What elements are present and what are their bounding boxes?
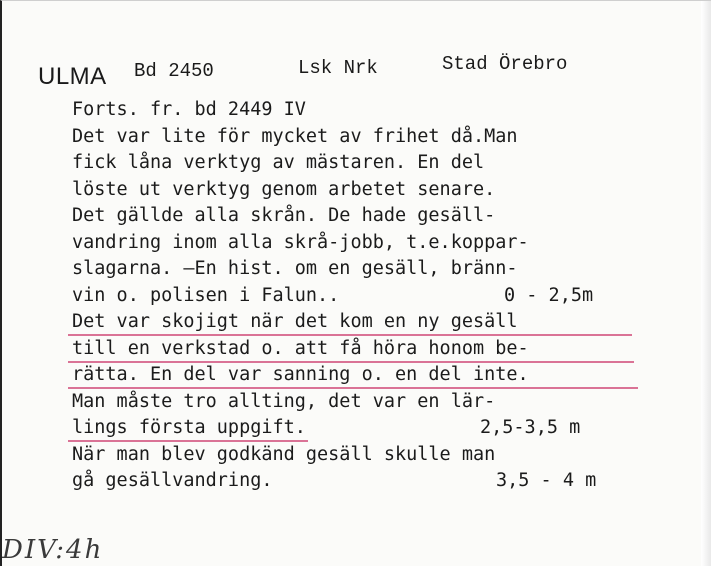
- line-text: till en verkstad o. att få höra honom be-: [72, 337, 529, 359]
- line-text: slagarna. —En hist. om en gesäll, bränn-: [72, 258, 518, 279]
- tape-position: 0 - 2,5m: [504, 284, 594, 306]
- line-text: vin o. polisen i Falun..: [72, 284, 340, 306]
- line-text: Det gällde alla skrån. De hade gesäll-: [72, 205, 496, 226]
- text-line-7: [72, 256, 702, 283]
- text-line-10: [72, 336, 702, 363]
- text-line-14: [72, 442, 702, 469]
- text-line-3: [72, 150, 702, 177]
- text-line-12: [72, 389, 702, 416]
- line-text: När man blev godkänd gesäll skulle man: [72, 443, 496, 465]
- line-text: Man måste tro allting, det var en lär-: [72, 390, 496, 412]
- line-text: Det var skojigt när det kom en ny gesäll: [72, 311, 518, 332]
- text-line-9: [72, 309, 702, 336]
- volume-number: Bd 2450: [134, 60, 214, 82]
- text-line-2: [72, 124, 702, 151]
- handwritten-margin-note: DIV:4h: [2, 535, 104, 565]
- text-line-11: [72, 362, 702, 389]
- archive-code: ULMA: [38, 63, 107, 90]
- text-line-13: [72, 415, 702, 442]
- line-text: löste ut verktyg genom arbetet senare.: [72, 178, 496, 200]
- line-text: lings första uppgift.: [72, 417, 306, 438]
- city-label: Stad Örebro: [442, 53, 568, 75]
- line-text: Forts. fr. bd 2449 IV: [72, 99, 306, 120]
- text-line-15: [72, 468, 702, 495]
- region-code: Lsk Nrk: [298, 57, 378, 79]
- card-header: [2, 51, 711, 91]
- tape-position: 2,5-3,5 m: [480, 417, 581, 438]
- text-line-6: [72, 230, 702, 257]
- text-line-5: [72, 203, 702, 230]
- line-text: gå gesällvandring.: [72, 470, 273, 491]
- card-body-text: [72, 97, 702, 495]
- line-text: Det var lite för mycket av frihet då.Man: [72, 125, 518, 147]
- line-text: rätta. En del var sanning o. en del inte.: [72, 364, 529, 385]
- line-text: fick låna verktyg av mästaren. En del: [72, 152, 485, 173]
- text-line-8: [72, 283, 702, 310]
- text-line-4: [72, 177, 702, 204]
- line-text: vandring inom alla skrå-jobb, t.e.koppar-: [72, 231, 529, 253]
- text-line-1: [72, 97, 702, 124]
- tape-position: 3,5 - 4 m: [496, 470, 597, 491]
